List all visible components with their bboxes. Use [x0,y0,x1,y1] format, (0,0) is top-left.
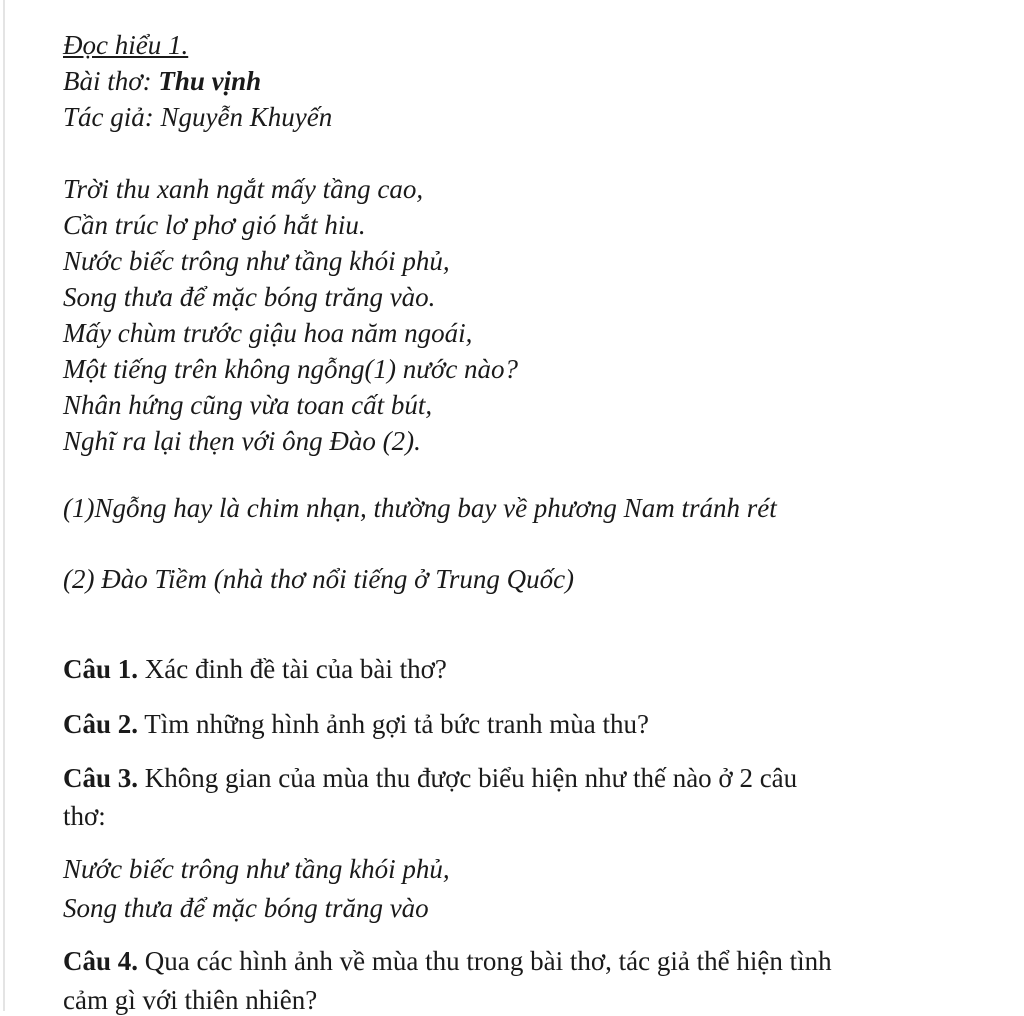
question-4-continuation: cảm gì với thiên nhiên? [63,985,318,1015]
question-text: Xác đinh đề tài của bài thơ? [138,654,447,684]
poem-line: Nghĩ ra lại thẹn với ông Đào (2). [63,426,421,456]
section-title: Đọc hiểu 1. [63,30,189,60]
question-label: Câu 1. [63,654,139,684]
poem-line: Nhân hứng cũng vừa toan cất bút, [63,390,433,420]
question-3 [63,762,797,794]
footnote-1: (1)Ngỗng hay là chim nhạn, thường bay về phương Nam tránh rét [63,493,777,523]
question-label: Câu 2. [63,709,139,739]
question-text: Qua các hình ảnh về mùa thu trong bài thơ, tác giả thể hiện tình [138,946,832,976]
question-3-continuation: thơ: [63,801,106,831]
poem-title-line [63,65,261,97]
poem-line: Song thưa để mặc bóng trăng vào. [63,282,436,312]
footnote-2: (2) Đào Tiềm (nhà thơ nổi tiếng ở Trung Quốc) [63,564,575,594]
question-1 [63,653,447,685]
page-left-border [3,0,5,1011]
poem-line: Trời thu xanh ngắt mấy tầng cao, [63,174,424,204]
question-4 [63,945,832,977]
question-label: Câu 3. [63,763,139,793]
poem-line: Nước biếc trông như tầng khói phủ, [63,246,450,276]
poem-label: Bài thơ: [63,66,159,96]
author-line: Tác giả: Nguyễn Khuyến [63,102,333,132]
question-text: Không gian của mùa thu được biểu hiện như thế nào ở 2 câu [138,763,798,793]
poem-line: Cần trúc lơ phơ gió hắt hiu. [63,210,366,240]
quoted-poem-line: Nước biếc trông như tầng khói phủ, [63,854,450,884]
question-2 [63,708,649,740]
question-text: Tìm những hình ảnh gợi tả bức tranh mùa thu? [138,709,649,739]
question-label: Câu 4. [63,946,139,976]
quoted-poem-line: Song thưa để mặc bóng trăng vào [63,893,429,923]
poem-title: Thu vịnh [158,66,262,96]
poem-line: Mấy chùm trước giậu hoa năm ngoái, [63,318,473,348]
poem-line: Một tiếng trên không ngỗng(1) nước nào? [63,354,519,384]
